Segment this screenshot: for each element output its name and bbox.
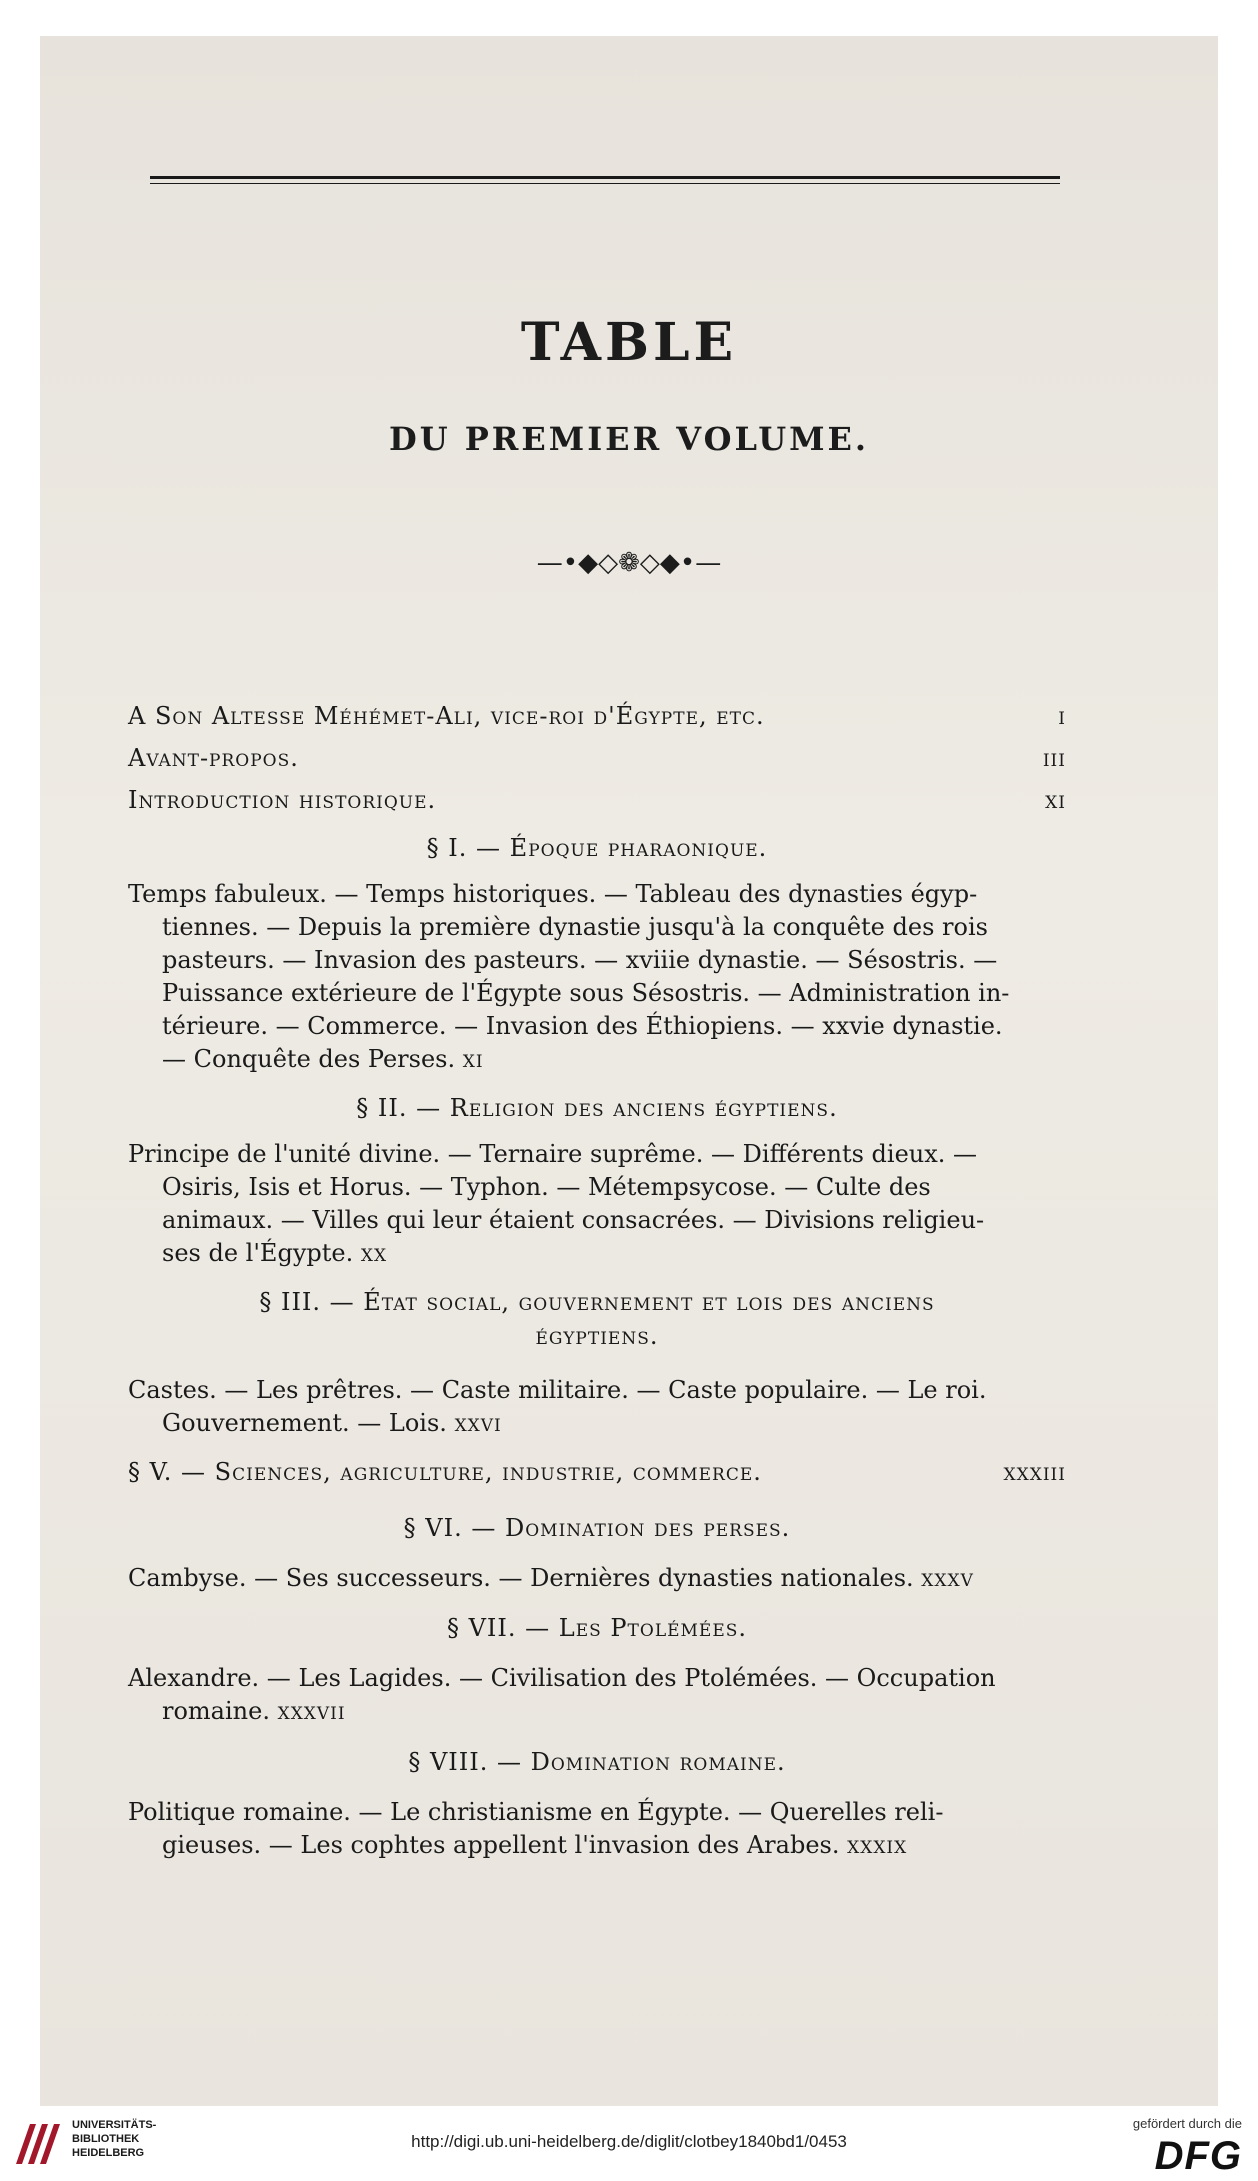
toc-entry-page: xxxvii — [277, 1697, 346, 1725]
toc-entry-page: xx — [360, 1239, 388, 1267]
top-rule-thick — [150, 176, 1060, 179]
body-line: Castes. — Les prêtres. — Caste militaire. — Caste populaire. — Le roi. — [128, 1376, 987, 1404]
funder-note: gefördert durch die — [1132, 2116, 1242, 2131]
toc-entry-label: A Son Altesse Méhémet-Ali, vice-roi d'Égypte, etc. — [128, 702, 765, 730]
library-name-line: HEIDELBERG — [72, 2147, 145, 2159]
body-line: pasteurs. — Invasion des pasteurs. — xviiie dynastie. — Sésostris. — — [162, 946, 998, 974]
section-heading: § III. — État social, gouvernement et lois des anciens — [259, 1288, 935, 1316]
body-line: Osiris, Isis et Horus. — Typhon. — Métempsycose. — Culte des — [162, 1173, 931, 1201]
dfg-logo: DFG — [1154, 2134, 1242, 2178]
section-body — [128, 1138, 1066, 1270]
section-heading: § VI. — Domination des perses. — [403, 1514, 791, 1542]
toc-entry — [128, 744, 1066, 772]
body-line-with-page — [128, 1829, 1066, 1862]
toc-entry — [128, 702, 1066, 730]
toc-entry-page: xi — [1045, 786, 1066, 814]
body-line: — Conquête des Perses. — [162, 1045, 456, 1073]
body-line: Gouvernement. — Lois. — [162, 1409, 447, 1437]
body-line-with-page — [128, 1695, 1066, 1728]
section-heading: § VII. — Les Ptolémées. — [446, 1614, 748, 1642]
body-line: Principe de l'unité divine. — Ternaire suprême. — Différents dieux. — — [128, 1140, 978, 1168]
page-title: TABLE — [520, 312, 738, 373]
section-heading: § I. — Époque pharaonique. — [426, 834, 768, 862]
body-line-with-page — [128, 1043, 1066, 1076]
body-line-with-page — [128, 1562, 1066, 1595]
section-heading-with-page — [128, 1458, 1066, 1486]
body-line: gieuses. — Les cophtes appellent l'invasion des Arabes. — [162, 1831, 840, 1859]
body-line: Cambyse. — Ses successeurs. — Dernières dynasties nationales. — [128, 1564, 914, 1592]
body-line: animaux. — Villes qui leur étaient consacrées. — Divisions religieu- — [162, 1206, 985, 1234]
section-heading: § V. — Sciences, agriculture, industrie, commerce. — [128, 1458, 762, 1486]
section-body — [128, 1374, 1066, 1440]
body-line: Temps fabuleux. — Temps historiques. — Tableau des dynasties égyp- — [128, 880, 978, 908]
toc-entry-page: xxvi — [454, 1409, 502, 1437]
toc-entry-page: xi — [462, 1045, 484, 1073]
page-url-link[interactable]: http://digi.ub.uni-heidelberg.de/diglit/clotbey1840bd1/0453 — [411, 2132, 847, 2151]
body-line: Politique romaine. — Le christianisme en Égypte. — Querelles reli- — [128, 1798, 944, 1826]
section-body — [128, 878, 1066, 1076]
section-body — [128, 1562, 1066, 1595]
section-body — [128, 1796, 1066, 1862]
body-line: Alexandre. — Les Lagides. — Civilisation des Ptolémées. — Occupation — [128, 1664, 996, 1692]
toc-entry-label: Avant-propos. — [128, 744, 299, 772]
toc-entry-page: iii — [1042, 744, 1066, 772]
library-name-line: UNIVERSITÄTS- — [72, 2119, 157, 2131]
section-body — [128, 1662, 1066, 1728]
toc-entry-page: xxxix — [847, 1831, 908, 1859]
body-line: romaine. — [162, 1697, 270, 1725]
toc-entry-page: i — [1058, 702, 1066, 730]
section-heading-continued: égyptiens. — [535, 1322, 659, 1350]
toc-entry-page: xxxiii — [1003, 1458, 1066, 1486]
body-line-with-page — [128, 1237, 1066, 1270]
top-rule-thin — [150, 183, 1060, 184]
library-name-line: BIBLIOTHEK — [72, 2133, 140, 2145]
toc-entry — [128, 786, 1066, 814]
ornament-divider: —•◆◇❁◇◆•— — [536, 548, 722, 578]
body-line: tiennes. — Depuis la première dynastie jusqu'à la conquête des rois — [162, 913, 988, 941]
body-line: térieure. — Commerce. — Invasion des Éthiopiens. — xxvie dynastie. — [162, 1012, 1003, 1040]
section-heading: § VIII. — Domination romaine. — [408, 1748, 786, 1776]
toc-entry-page: xxxv — [921, 1564, 974, 1592]
page-subtitle: DU PREMIER VOLUME. — [388, 420, 870, 458]
body-line: ses de l'Égypte. — [162, 1239, 354, 1267]
body-line-with-page — [128, 1407, 1066, 1440]
toc-entry-label: Introduction historique. — [128, 786, 437, 814]
body-line: Puissance extérieure de l'Égypte sous Sésostris. — Administration in- — [162, 979, 1010, 1007]
section-heading: § II. — Religion des anciens égyptiens. — [356, 1094, 838, 1122]
